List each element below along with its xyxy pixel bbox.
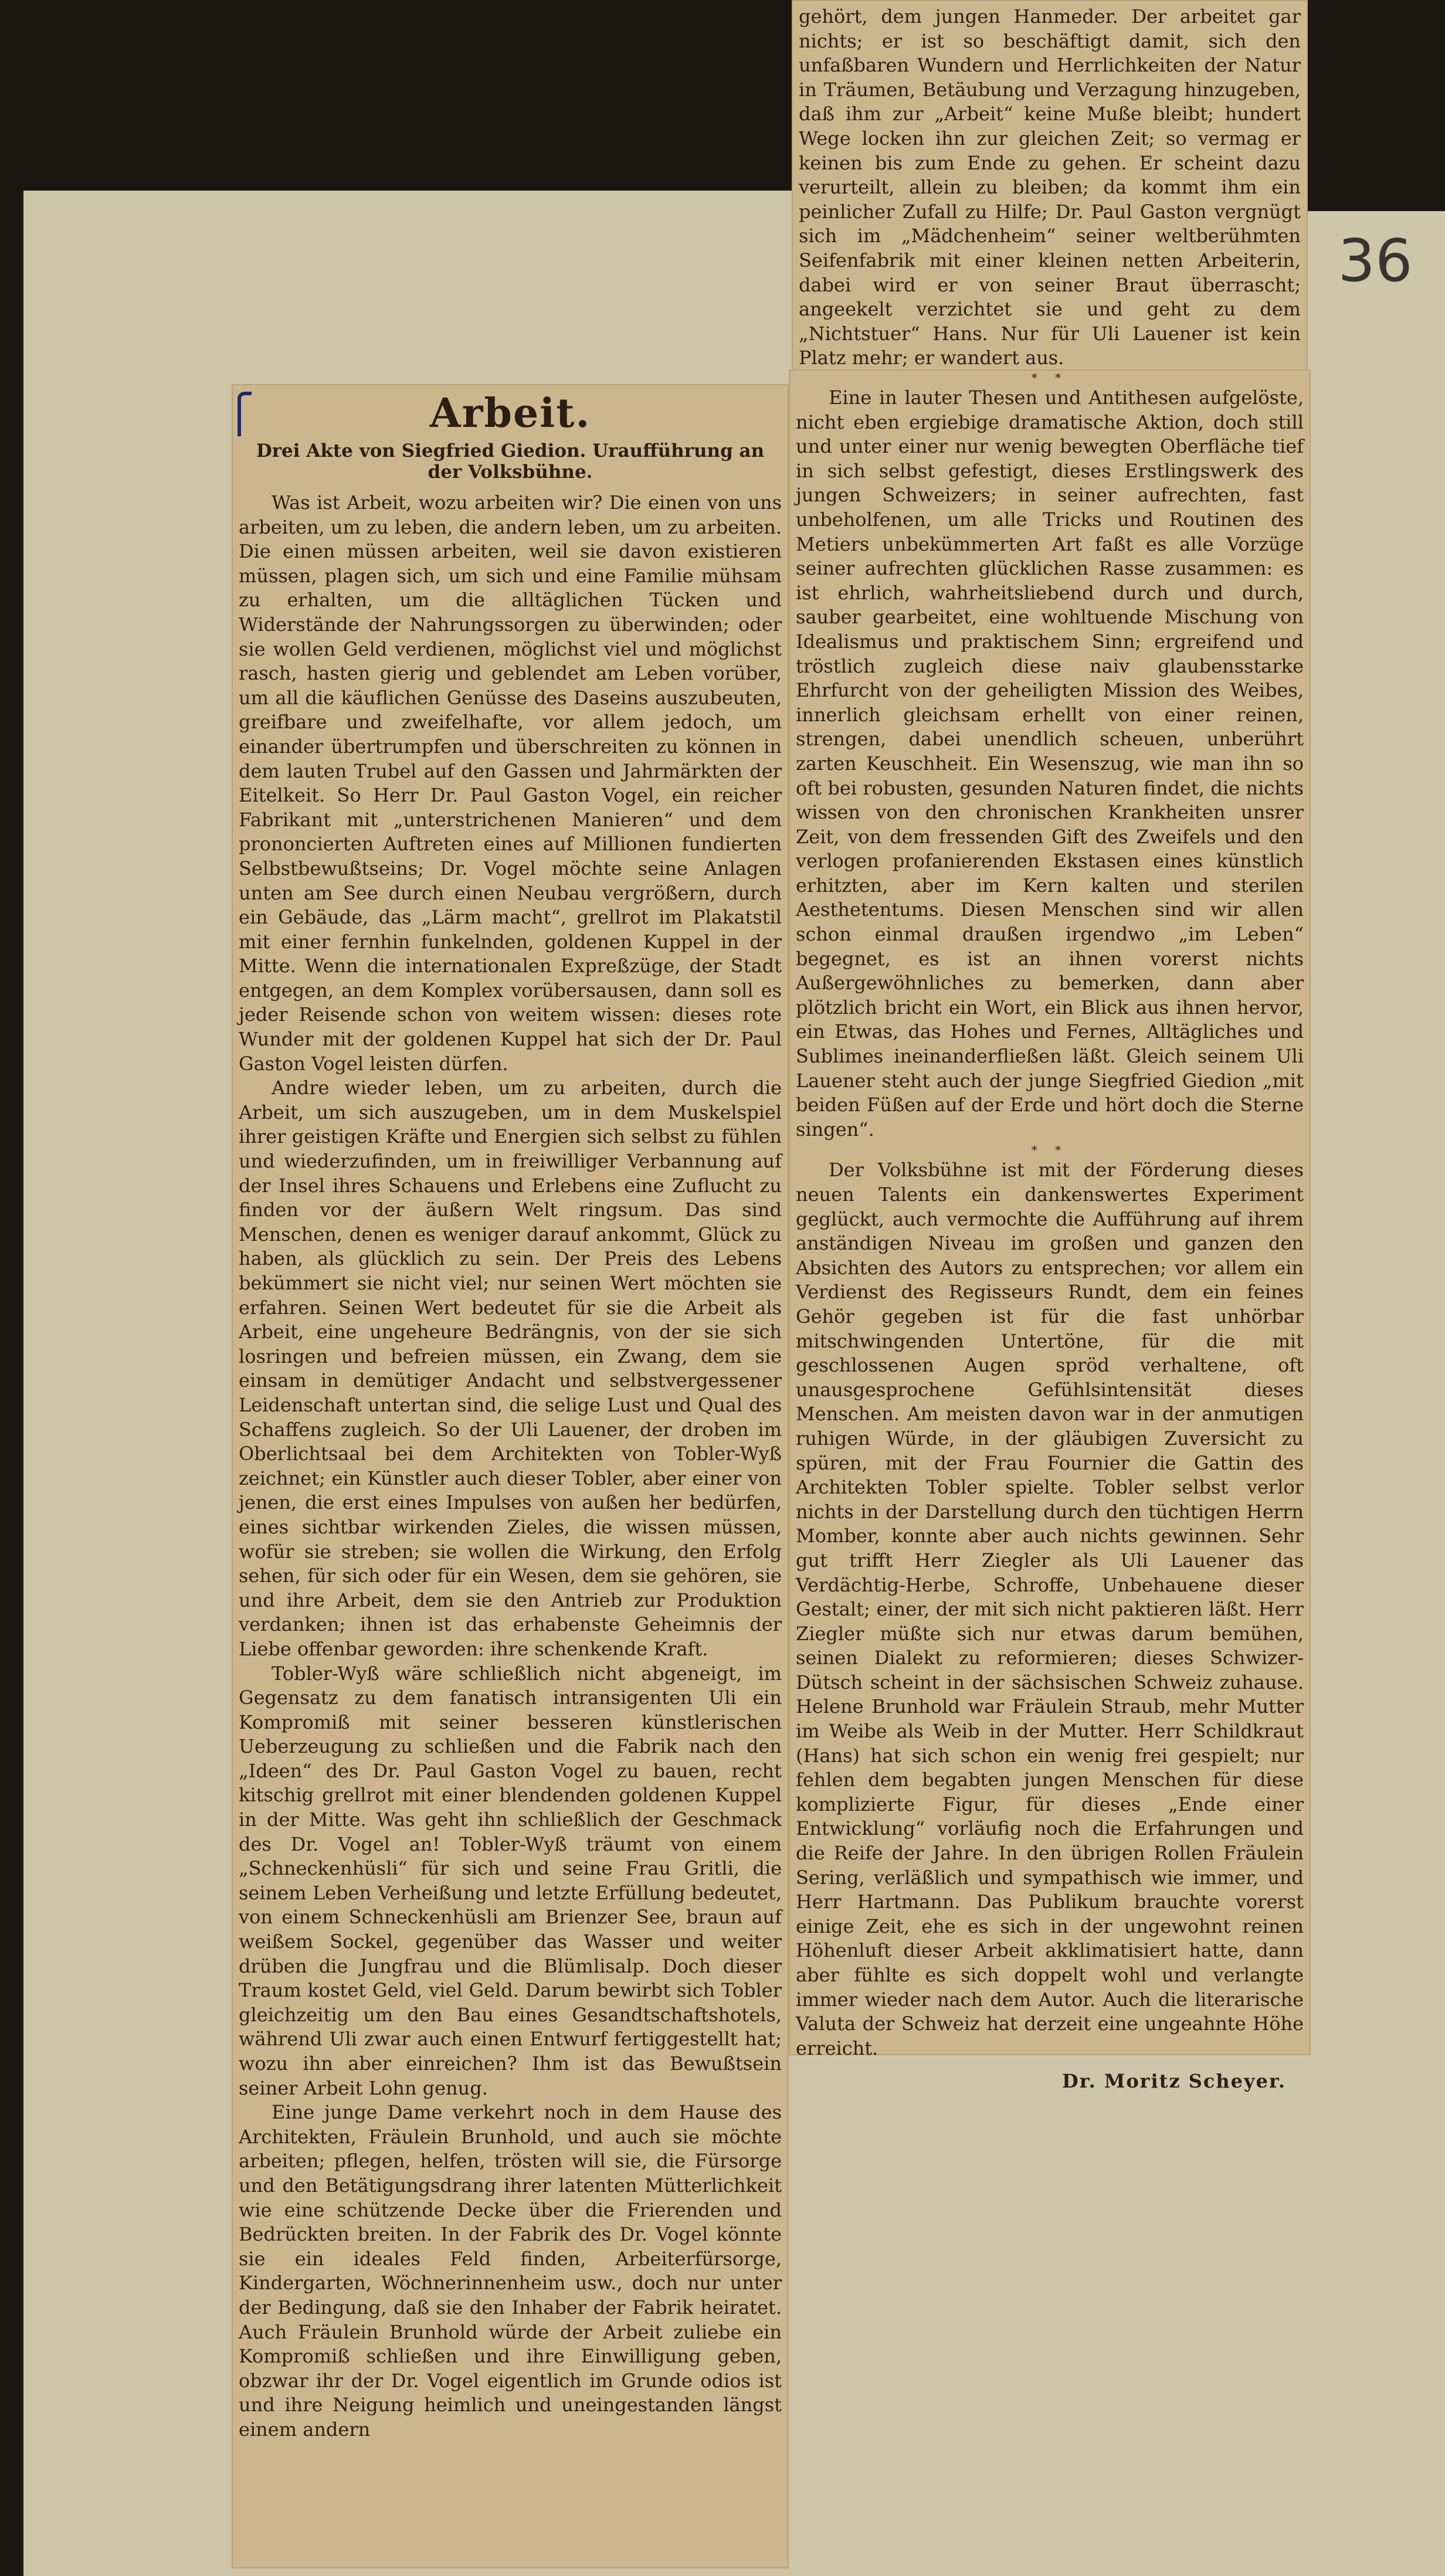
article-paragraph: Was ist Arbeit, wozu arbeiten wir? Die einen von uns arbeiten, um zu leben, die andern leben, um zu arbeiten. Die einen müssen arbeiten, weil sie davon existieren müssen, plagen sich, um sich und eine Familie mühsam zu erhalten, um die alltäglichen Tücken und Widerstände der Nahrungssorgen zu überwinden; oder sie wollen Geld verdienen, möglichst viel und möglichst rasch, hasten gierig und geblendet am Leben vorüber, um all die käuflichen Genüsse des Daseins auszubeuten, greifbare und zweifelhafte, vor allem jedoch, um einander übertrumpfen und überschreiten zu können in dem lauten Trubel auf den Gassen und Jahrmärkten der Eitelkeit. So Herr Dr. Paul Gaston Vogel, ein reicher Fabrikant mit „unterstrichenen Manieren“ und dem prononcierten Auftreten eines auf Millionen fundierten Selbstbewußtseins; Dr. Vogel möchte seine Anlagen unten am See durch einen Neubau vergrößern, durch ein Gebäude, das „Lärm macht“, grellrot im Plakatstil mit einer fernhin funkelnden, goldenen Kuppel in der Mitte. Wenn die internationalen Expreßzüge, der Stadt entgegen, an dem Komplex vorübersausen, dann soll es jeder Reisende schon von weitem wissen: dieses rote Wunder mit der goldenen Kuppel hat sich der Dr. Paul Gaston Vogel leisten dürfen. [239,491,782,1075]
section-divider: * * [1031,371,1069,385]
article-paragraph: gehört, dem jungen Hanmeder. Der arbeitet gar nichts; er ist so beschäftigt damit, sich den unfaßbaren Wundern und Herrlichkeiten der Natur in Träumen, Betäubung und Verzagung hinzugeben, daß ihm zur „Arbeit“ keine Muße bleibt; hundert Wege locken ihn zur gleichen Zeit; so vermag er keinen bis zum Ende zu gehen. Er scheint dazu verurteilt, allein zu bleiben; da kommt ihm ein peinlicher Zufall zu Hilfe; Dr. Paul Gaston vergnügt sich im „Mädchenheim“ seiner weltberühmten Seifenfabrik mit einer kleinen netten Arbeiterin, dabei wird er von seiner Braut überrascht; angeekelt verzichtet sie und geht zu dem „Nichtstuer“ Hans. Nur für Uli Lauener ist kein Platz mehr; er wandert aus. [799,5,1301,369]
folio-number: 36 [1338,226,1413,295]
clipping-right-top [792,0,1308,390]
article-paragraph: Der Volksbühne ist mit der Förderung dieses neuen Talents ein dankenswertes Experiment geglückt, auch vermochte die Aufführung auf ihrem anständigen Niveau im großen und ganzen den Absichten des Autors zu entsprechen; vor allem ein Verdienst des Regisseurs Rundt, dem ein feines Gehör gegeben ist für die fast unhörbar mitschwingenden Untertöne, für die mit geschlossenen Augen spröd verhaltene, oft unausgesprochene Gefühlsintensität dieses Menschen. Am meisten davon war in der anmutigen ruhigen Würde, in der gläubigen Zuversicht zu spüren, mit der Frau Fournier die Gattin des Architekten Tobler spielte. Tobler selbst verlor nichts in der Darstellung durch den tüchtigen Herrn Momber, konnte aber auch nichts gewinnen. Sehr gut trifft Herr Ziegler als Uli Lauener das Verdächtig-Herbe, Schroffe, Unbehauene dieser Gestalt; einer, der mit sich nicht paktieren läßt. Herr Ziegler müßte sich nur etwas darum bemühen, seinen Dialekt zu reformieren; dieses Schwizer-Dütsch scheint in der sächsischen Schweiz zuhause. Helene Brunhold war Fräulein Straub, mehr Mutter im Weibe als Weib in der Mutter. Herr Schildkraut (Hans) hat sich schon ein wenig frei gespielt; nur fehlen dem begabten jungen Menschen für diese komplizierte Figur, für dieses „Ende einer Entwicklung“ vorläufig noch die Erfahrungen und die Reife der Jahre. In den übrigen Rollen Fräulein Sering, verläßlich und sympathisch wie immer, und Herr Hartmann. Das Publikum brauchte vorerst einige Zeit, ehe es sich in der ungewohnt reinen Höhenluft dieser Arbeit akklimatisiert hatte, dann aber fühlte es sich doppelt wohl und verlangte immer wieder nach dem Autor. Auch die literarische Valuta der Schweiz hat derzeit eine ungeahnte Höhe erreicht. [796,1159,1304,2059]
clipping-right-column [789,369,1311,2093]
article-paragraph: Eine junge Dame verkehrt noch in dem Hause des Architekten, Fräulein Brunhold, und auch sie möchte arbeiten; pflegen, helfen, trösten will sie, die Fürsorge und den Betätigungsdrang ihrer latenten Mütterlichkeit wie eine schützende Decke über die Frierenden und Bedrückten breiten. In der Fabrik des Dr. Vogel könnte sie ein ideales Feld finden, Arbeiterfürsorge, Kindergarten, Wöchnerinnenheim usw., doch nur unter der Bedingung, daß sie den Inhaber der Fabrik heiratet. Auch Fräulein Brunhold würde der Arbeit zuliebe ein Kompromiß schließen und ihre Einwilligung geben, obzwar ihr der Dr. Vogel eigentlich im Grunde odios ist und ihre Neigung heimlich und uneingestanden längst einem andern [239,2101,782,2441]
blue-pencil-bracket [238,392,252,436]
article-title: Arbeit. [429,390,591,437]
section-divider: * * [1031,1143,1069,1158]
article-paragraph: Tobler-Wyß wäre schließlich nicht abgeneigt, im Gegensatz zu dem fanatisch intransigenten Uli ein Kompromiß mit seiner besseren künstlerischen Ueberzeugung zu schließen und die Fabrik nach den „Ideen“ des Dr. Paul Gaston Vogel zu bauen, recht kitschig grellrot mit einer blendenden goldenen Kuppel in der Mitte. Was geht ihn schließlich der Geschmack des Dr. Vogel an! Tobler-Wyß träumt von einem „Schneckenhüsli“ für sich und seine Frau Gritli, die seinem Leben Verheißung und letzte Erfüllung bedeutet, von einem Schneckenhüsli am Brienzer See, braun auf weißem Sockel, gegenüber das Wasser und weiter drüben die Jungfrau und die Blümlisalp. Doch dieser Traum kostet Geld, viel Geld. Darum bewirbt sich Tobler gleichzeitig um den Bau eines Gesandtschaftshotels, während Uli zwar auch einen Entwurf fertiggestellt hat; wozu ihn aber einreichen? Ihm ist das Bewußtsein seiner Arbeit Lohn genug. [239,1662,782,2099]
article-subtitle: Drei Akte von Siegfried Giedion. Uraufführung an der Volksbühne. [256,440,765,483]
article-paragraph: Andre wieder leben, um zu arbeiten, durch die Arbeit, um sich auszugeben, um in dem Muskelspiel ihrer geistigen Kräfte und Energien sich selbst zu fühlen und wiederzufinden, um in freiwilliger Verbannung auf der Insel ihres Schauens und Erlebens eine Zuflucht zu finden vor der äußern Welt ringsum. Das sind Menschen, denen es weniger darauf ankommt, Glück zu haben, als glücklich zu sein. Der Preis des Lebens bekümmert sie nicht viel; nur seinen Wert möchten sie erfahren. Seinen Wert bedeutet für sie die Arbeit als Arbeit, eine ungeheure Bedrängnis, von der sie sich losringen und befreien müssen, ein Zwang, dem sie einsam in demütiger Andacht und selbstvergessener Leidenschaft untertan sind, die selige Lust und Qual des Schaffens zugleich. So der Uli Lauener, der droben im Oberlichtsaal bei dem Architekten von Tobler-Wyß zeichnet; ein Künstler auch dieser Tobler, aber einer von jenen, die erst eines Impulses von außen her bedürfen, eines sichtbar wirkenden Zieles, die wissen müssen, wofür sie streben; sie wollen die Wirkung, den Erfolg sehen, für sich oder für ein Wesen, dem sie gehören, sie und ihre Arbeit, dem sie den Antrieb zur Produktion verdanken; ihnen ist das erhabenste Geheimnis der Liebe offenbar geworden: ihre schenkende Kraft. [239,1077,782,1660]
article-paragraph: Eine in lauter Thesen und Antithesen aufgelöste, nicht eben ergiebige dramatische Aktion, doch still und unter einer nur wenig bewegten Oberfläche tief in sich selbst gefestigt, dieses Erstlingswerk des jungen Schweizers; in seiner aufrechten, fast unbeholfenen, um alle Tricks und Routinen des Metiers unbekümmerten Art faßt es alle Vorzüge seiner aufrechten glücklichen Rasse zusammen: es ist ehrlich, wahrheitsliebend durch und durch, sauber gearbeitet, eine wohltuende Mischung von Idealismus und praktischem Sinn; ergreifend und tröstlich zugleich diese naiv glaubensstarke Ehrfurcht von der geheiligten Mission des Weibes, innerlich gleichsam erhellt von einer reinen, strengen, dabei unendlich scheuen, unberührt zarten Keuschheit. Ein Wesenszug, wie man ihn so oft bei robusten, gesunden Naturen findet, die nichts wissen von den chronischen Krankheiten unsrer Zeit, von dem fressenden Gift des Zweifels und den verlogen profanierenden Ekstasen eines künstlich erhitzten, aber im Kern kalten und sterilen Aesthetentums. Diesen Menschen sind wir allen schon einmal draußen irgendwo „im Leben“ begegnet, es ist an ihnen vorerst nichts Außergewöhnliches zu bemerken, dann aber plötzlich bricht ein Wort, ein Blick aus ihnen hervor, ein Etwas, das Hohes und Fernes, Alltägliches und Sublimes ineinanderfließen läßt. Gleich seinem Uli Lauener steht auch der junge Siegfried Giedion „mit beiden Füßen auf der Erde und hört doch die Sterne singen“. [796,386,1304,1141]
author-signature: Dr. Moritz Scheyer. [1061,2070,1286,2093]
clipping-left-column [232,384,789,2568]
